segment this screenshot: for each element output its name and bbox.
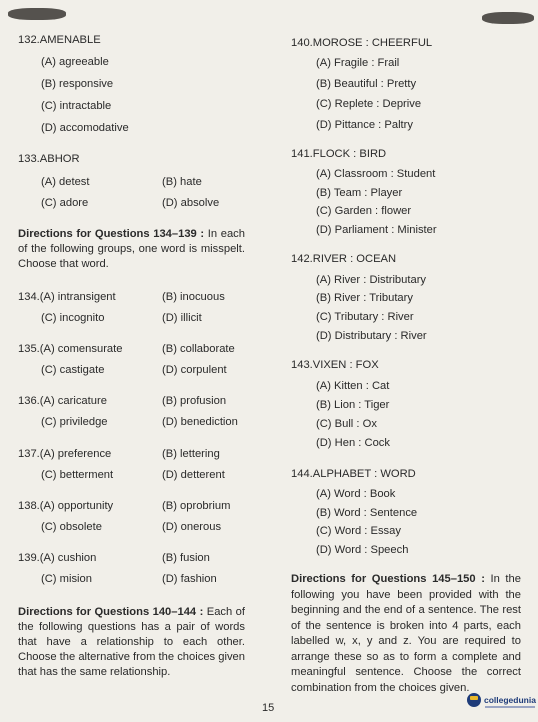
q140-option-b: (B) Beautiful : Pretty xyxy=(316,78,417,90)
q133-option-a: (A) detest xyxy=(41,176,90,188)
q141-option-b: (B) Team : Player xyxy=(316,187,403,199)
directions-140-144 xyxy=(18,605,245,680)
directions-134-139-text: In each of the following groups, one word is misspelt. Choose that word. xyxy=(18,228,245,270)
question-143-stem: 143.VIXEN : FOX xyxy=(291,359,379,371)
directions-134-139-heading: Directions for Questions 134–139 : xyxy=(18,228,205,240)
q135-option-d: (D) corpulent xyxy=(162,364,227,376)
ink-smudge-right xyxy=(482,12,534,24)
q132-option-a: (A) agreeable xyxy=(41,56,109,68)
directions-145-150-heading: Directions for Questions 145–150 : xyxy=(291,573,485,585)
q140-option-d: (D) Pittance : Paltry xyxy=(316,119,413,131)
q134-option-b: (B) inocuous xyxy=(162,291,225,303)
q135-option-b: (B) collaborate xyxy=(162,343,235,355)
q135-option-c: (C) castigate xyxy=(41,364,105,376)
q136-option-c: (C) priviledge xyxy=(41,416,108,428)
page-number: 15 xyxy=(262,702,275,714)
q139-option-c: (C) mision xyxy=(41,573,92,585)
q135-option-a: 135.(A) comensurate xyxy=(18,343,123,355)
q136-option-a: 136.(A) caricature xyxy=(18,395,107,407)
question-132-stem: 132.AMENABLE xyxy=(18,34,101,46)
q144-option-c: (C) Word : Essay xyxy=(316,525,401,537)
directions-145-150 xyxy=(291,572,521,696)
q139-option-b: (B) fusion xyxy=(162,552,210,564)
question-142-stem: 142.RIVER : OCEAN xyxy=(291,253,397,265)
q134-option-d: (D) illicit xyxy=(162,312,202,324)
directions-140-144-text: Each of the following questions has a pair of words that have a relationship to each other. Choose the alternative from the choices given that has the same relationship. xyxy=(18,606,245,678)
question-141-stem: 141.FLOCK : BIRD xyxy=(291,148,387,160)
q144-option-d: (D) Word : Speech xyxy=(316,544,409,556)
ink-smudge-left xyxy=(8,8,66,20)
q136-option-d: (D) benediction xyxy=(162,416,238,428)
q142-option-a: (A) River : Distributary xyxy=(316,274,427,286)
q142-option-c: (C) Tributary : River xyxy=(316,311,414,323)
directions-134-139 xyxy=(18,227,245,272)
q133-option-c: (C) adore xyxy=(41,197,89,209)
q140-option-a: (A) Fragile : Frail xyxy=(316,57,400,69)
q143-option-d: (D) Hen : Cock xyxy=(316,437,390,449)
q138-option-a: 138.(A) opportunity xyxy=(18,500,114,512)
q139-option-d: (D) fashion xyxy=(162,573,217,585)
collegedunia-logo xyxy=(467,693,536,707)
directions-140-144-heading: Directions for Questions 140–144 : xyxy=(18,606,204,618)
q132-option-d: (D) accomodative xyxy=(41,122,129,134)
q144-option-b: (B) Word : Sentence xyxy=(316,507,418,519)
q142-option-d: (D) Distributary : River xyxy=(316,330,427,342)
q138-option-b: (B) oprobrium xyxy=(162,500,231,512)
q134-option-a: 134.(A) intransigent xyxy=(18,291,116,303)
q142-option-b: (B) River : Tributary xyxy=(316,292,413,304)
question-133-stem: 133.ABHOR xyxy=(18,153,80,165)
question-144-stem: 144.ALPHABET : WORD xyxy=(291,468,416,480)
directions-145-150-text: In the following you have been provided with the beginning and the end of a sentence. The rest of the sentence is broken into 4 parts, each labelled w, x, y and z. You are required to arrange these so as to form a complete and meaningful sentence. Choose the correct combination from the choices given. xyxy=(291,573,521,694)
q137-option-d: (D) detterent xyxy=(162,469,225,481)
q137-option-c: (C) betterment xyxy=(41,469,114,481)
q133-option-b: (B) hate xyxy=(162,176,202,188)
q141-option-c: (C) Garden : flower xyxy=(316,205,412,217)
q139-option-a: 139.(A) cushion xyxy=(18,552,97,564)
q144-option-a: (A) Word : Book xyxy=(316,488,396,500)
graduation-cap-icon xyxy=(467,693,481,707)
q143-option-b: (B) Lion : Tiger xyxy=(316,399,390,411)
q132-option-b: (B) responsive xyxy=(41,78,114,90)
logo-text: collegedunia xyxy=(484,695,536,705)
logo-tagline-bar xyxy=(485,706,535,708)
q136-option-b: (B) profusion xyxy=(162,395,227,407)
q138-option-d: (D) onerous xyxy=(162,521,222,533)
q132-option-c: (C) intractable xyxy=(41,100,112,112)
q141-option-a: (A) Classroom : Student xyxy=(316,168,436,180)
q133-option-d: (D) absolve xyxy=(162,197,220,209)
q141-option-d: (D) Parliament : Minister xyxy=(316,224,437,236)
q134-option-c: (C) incognito xyxy=(41,312,105,324)
question-140-stem: 140.MOROSE : CHEERFUL xyxy=(291,37,433,49)
q143-option-a: (A) Kitten : Cat xyxy=(316,380,390,392)
q137-option-b: (B) lettering xyxy=(162,448,220,460)
q140-option-c: (C) Replete : Deprive xyxy=(316,98,422,110)
q143-option-c: (C) Bull : Ox xyxy=(316,418,377,430)
q138-option-c: (C) obsolete xyxy=(41,521,102,533)
q137-option-a: 137.(A) preference xyxy=(18,448,112,460)
